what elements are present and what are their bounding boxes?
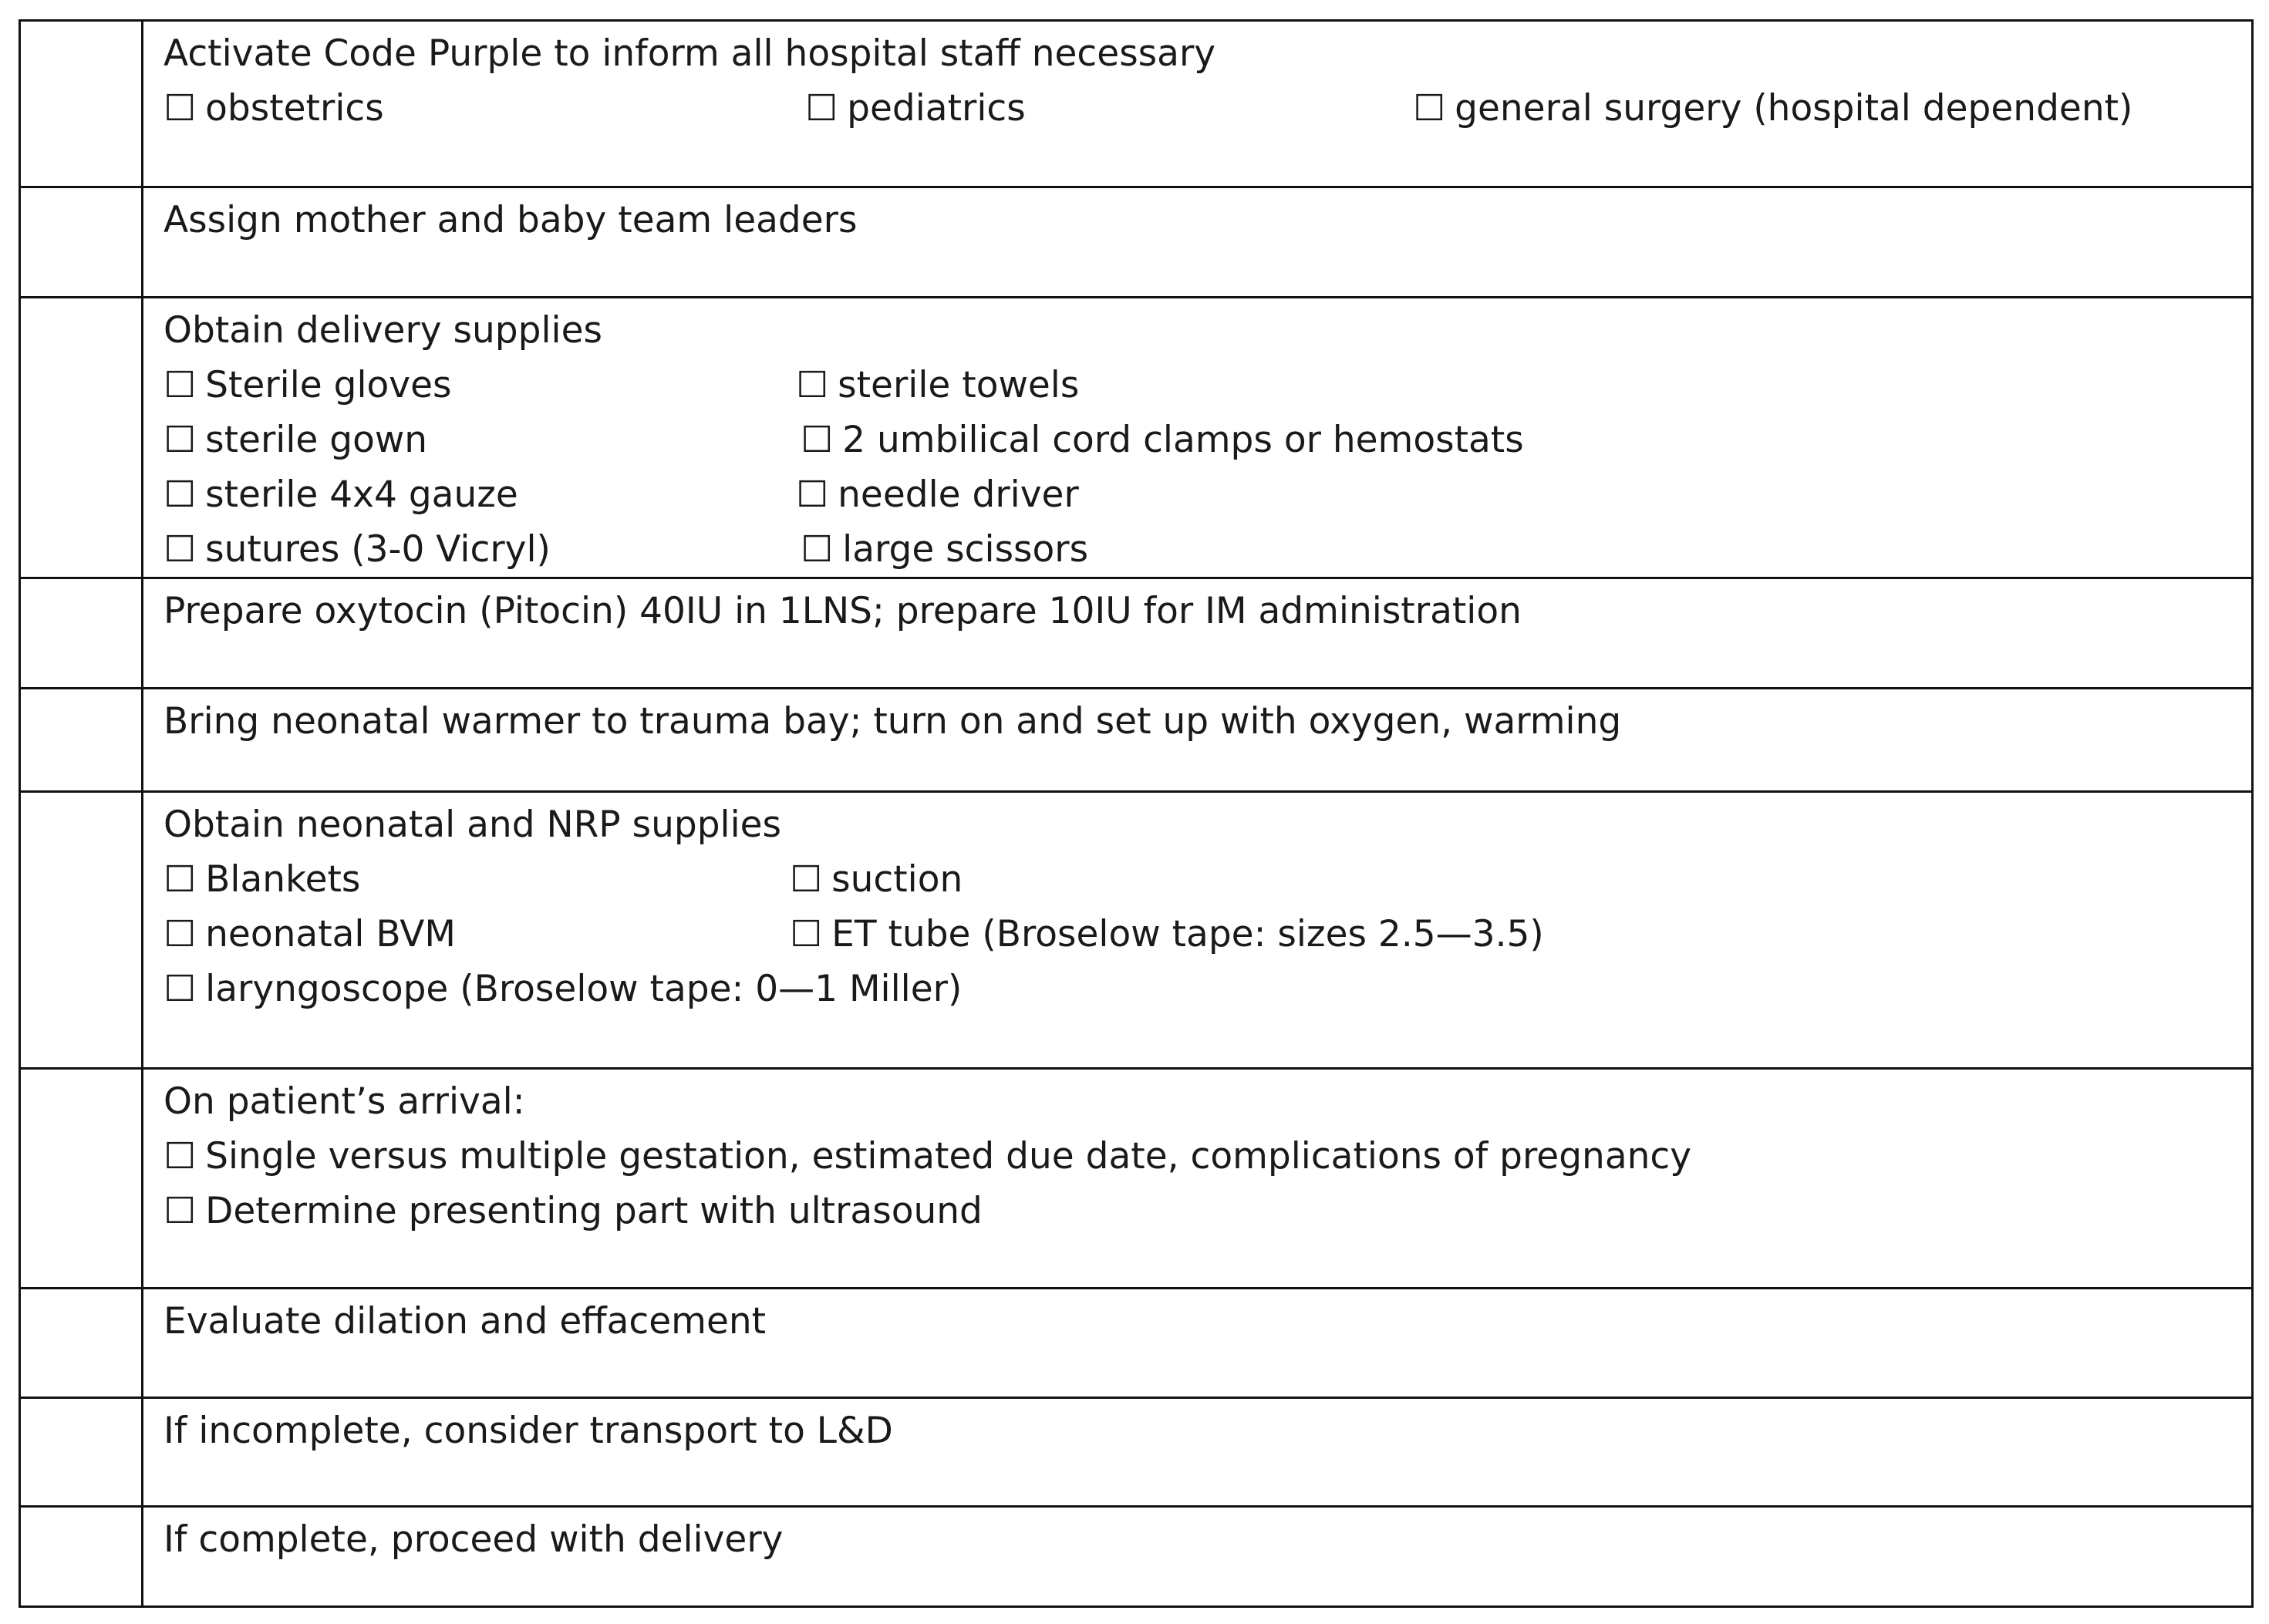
- checklist-content-cell: [143, 578, 2253, 689]
- option-label: sutures (3-0 Vicryl): [205, 528, 551, 571]
- option-sterile-gauze[interactable]: [164, 467, 518, 522]
- checklist-mark-cell[interactable]: [20, 1398, 143, 1507]
- option-neonatal-bvm[interactable]: [164, 907, 456, 962]
- checkbox-icon[interactable]: ☐: [1413, 87, 1446, 130]
- option-sutures[interactable]: [164, 522, 551, 577]
- checkbox-icon[interactable]: ☐: [796, 473, 829, 516]
- checklist-row-team-leaders: [20, 187, 2253, 298]
- checkbox-icon[interactable]: ☐: [164, 968, 197, 1010]
- checklist-row-code-purple: [20, 21, 2253, 187]
- checklist-mark-cell[interactable]: [20, 187, 143, 298]
- checkbox-icon[interactable]: ☐: [801, 528, 834, 571]
- option-label: 2 umbilical cord clamps or hemostats: [842, 419, 1524, 461]
- option-label: obstetrics: [205, 87, 384, 130]
- option-sterile-gloves[interactable]: [164, 358, 451, 413]
- checkbox-icon[interactable]: ☐: [164, 419, 197, 461]
- checkbox-icon[interactable]: ☐: [164, 1135, 197, 1178]
- checklist-row-patient-arrival: [20, 1069, 2253, 1289]
- checklist-mark-cell[interactable]: [20, 689, 143, 792]
- checklist-row-delivery-supplies: [20, 298, 2253, 578]
- checklist-mark-cell[interactable]: [20, 298, 143, 578]
- option-label: sterile 4x4 gauze: [205, 473, 518, 516]
- row-title: If incomplete, consider transport to L&D: [164, 1410, 893, 1452]
- checkbox-icon[interactable]: ☐: [164, 87, 197, 130]
- row-title: Obtain neonatal and NRP supplies: [164, 804, 782, 846]
- checklist-content-cell: [143, 1398, 2253, 1507]
- checkbox-icon[interactable]: ☐: [796, 364, 829, 406]
- option-label: suction: [831, 858, 963, 901]
- checkbox-icon[interactable]: ☐: [790, 913, 823, 955]
- checkbox-icon[interactable]: ☐: [801, 419, 834, 461]
- option-label: Sterile gloves: [205, 364, 452, 406]
- row-title: Activate Code Purple to inform all hospital staff necessary: [164, 32, 1216, 75]
- option-label: general surgery (hospital dependent): [1455, 87, 2133, 130]
- option-gestation-details[interactable]: [164, 1129, 1691, 1184]
- checklist-mark-cell[interactable]: [20, 578, 143, 689]
- delivery-checklist-table: [19, 19, 2254, 1608]
- checklist-row-complete: [20, 1507, 2253, 1607]
- option-laryngoscope[interactable]: [164, 962, 962, 1016]
- option-obstetrics[interactable]: [164, 81, 384, 136]
- checkbox-icon[interactable]: ☐: [164, 528, 197, 571]
- checklist-content-cell: [143, 689, 2253, 792]
- option-general-surgery[interactable]: [1413, 81, 2132, 136]
- option-label: needle driver: [838, 473, 1079, 516]
- row-title: On patient’s arrival:: [164, 1080, 525, 1123]
- row-title: Evaluate dilation and effacement: [164, 1300, 767, 1343]
- row-title: Bring neonatal warmer to trauma bay; turn on and set up with oxygen, warming: [164, 700, 1622, 743]
- option-et-tube[interactable]: [790, 907, 1544, 962]
- checkbox-icon[interactable]: ☐: [164, 1190, 197, 1232]
- option-pediatrics[interactable]: [805, 81, 1026, 136]
- checklist-row-incomplete: [20, 1398, 2253, 1507]
- checklist-content-cell: [143, 298, 2253, 578]
- option-presenting-part[interactable]: [164, 1184, 983, 1238]
- option-label: neonatal BVM: [205, 913, 456, 955]
- option-label: Determine presenting part with ultrasound: [205, 1190, 983, 1232]
- option-umbilical-clamps[interactable]: [801, 413, 1524, 467]
- checkbox-icon[interactable]: ☐: [164, 473, 197, 516]
- checklist-mark-cell[interactable]: [20, 792, 143, 1069]
- checklist-row-neonatal-warmer: [20, 689, 2253, 792]
- checkbox-icon[interactable]: ☐: [790, 858, 823, 901]
- checklist-mark-cell[interactable]: [20, 1289, 143, 1398]
- checklist-mark-cell[interactable]: [20, 1069, 143, 1289]
- checkbox-icon[interactable]: ☐: [164, 364, 197, 406]
- checklist-content-cell: [143, 1289, 2253, 1398]
- option-needle-driver[interactable]: [796, 467, 1079, 522]
- option-label: large scissors: [842, 528, 1089, 571]
- option-blankets[interactable]: [164, 852, 360, 907]
- option-suction[interactable]: [790, 852, 963, 907]
- option-label: Blankets: [205, 858, 361, 901]
- checkbox-icon[interactable]: ☐: [805, 87, 838, 130]
- checklist-content-cell: [143, 1507, 2253, 1607]
- checklist-mark-cell[interactable]: [20, 1507, 143, 1607]
- checklist-row-oxytocin: [20, 578, 2253, 689]
- option-label: ET tube (Broselow tape: sizes 2.5—3.5): [831, 913, 1544, 955]
- checklist-content-cell: [143, 187, 2253, 298]
- checklist-row-nrp-supplies: [20, 792, 2253, 1069]
- checklist-content-cell: [143, 1069, 2253, 1289]
- option-label: pediatrics: [847, 87, 1026, 130]
- row-title: If complete, proceed with delivery: [164, 1518, 784, 1561]
- checklist-mark-cell[interactable]: [20, 21, 143, 187]
- checklist-row-dilation: [20, 1289, 2253, 1398]
- option-sterile-gown[interactable]: [164, 413, 427, 467]
- option-sterile-towels[interactable]: [796, 358, 1079, 413]
- option-label: sterile towels: [838, 364, 1080, 406]
- option-large-scissors[interactable]: [801, 522, 1088, 577]
- option-label: Single versus multiple gestation, estimated due date, complications of pregnancy: [205, 1135, 1692, 1178]
- row-title: Prepare oxytocin (Pitocin) 40IU in 1LNS; prepare 10IU for IM administration: [164, 590, 1522, 632]
- checkbox-icon[interactable]: ☐: [164, 913, 197, 955]
- option-label: sterile gown: [205, 419, 428, 461]
- option-label: laryngoscope (Broselow tape: 0—1 Miller): [205, 968, 963, 1010]
- checklist-content-cell: [143, 21, 2253, 187]
- checklist-content-cell: [143, 792, 2253, 1069]
- checkbox-icon[interactable]: ☐: [164, 858, 197, 901]
- row-title: Assign mother and baby team leaders: [164, 199, 858, 241]
- row-title: Obtain delivery supplies: [164, 309, 602, 352]
